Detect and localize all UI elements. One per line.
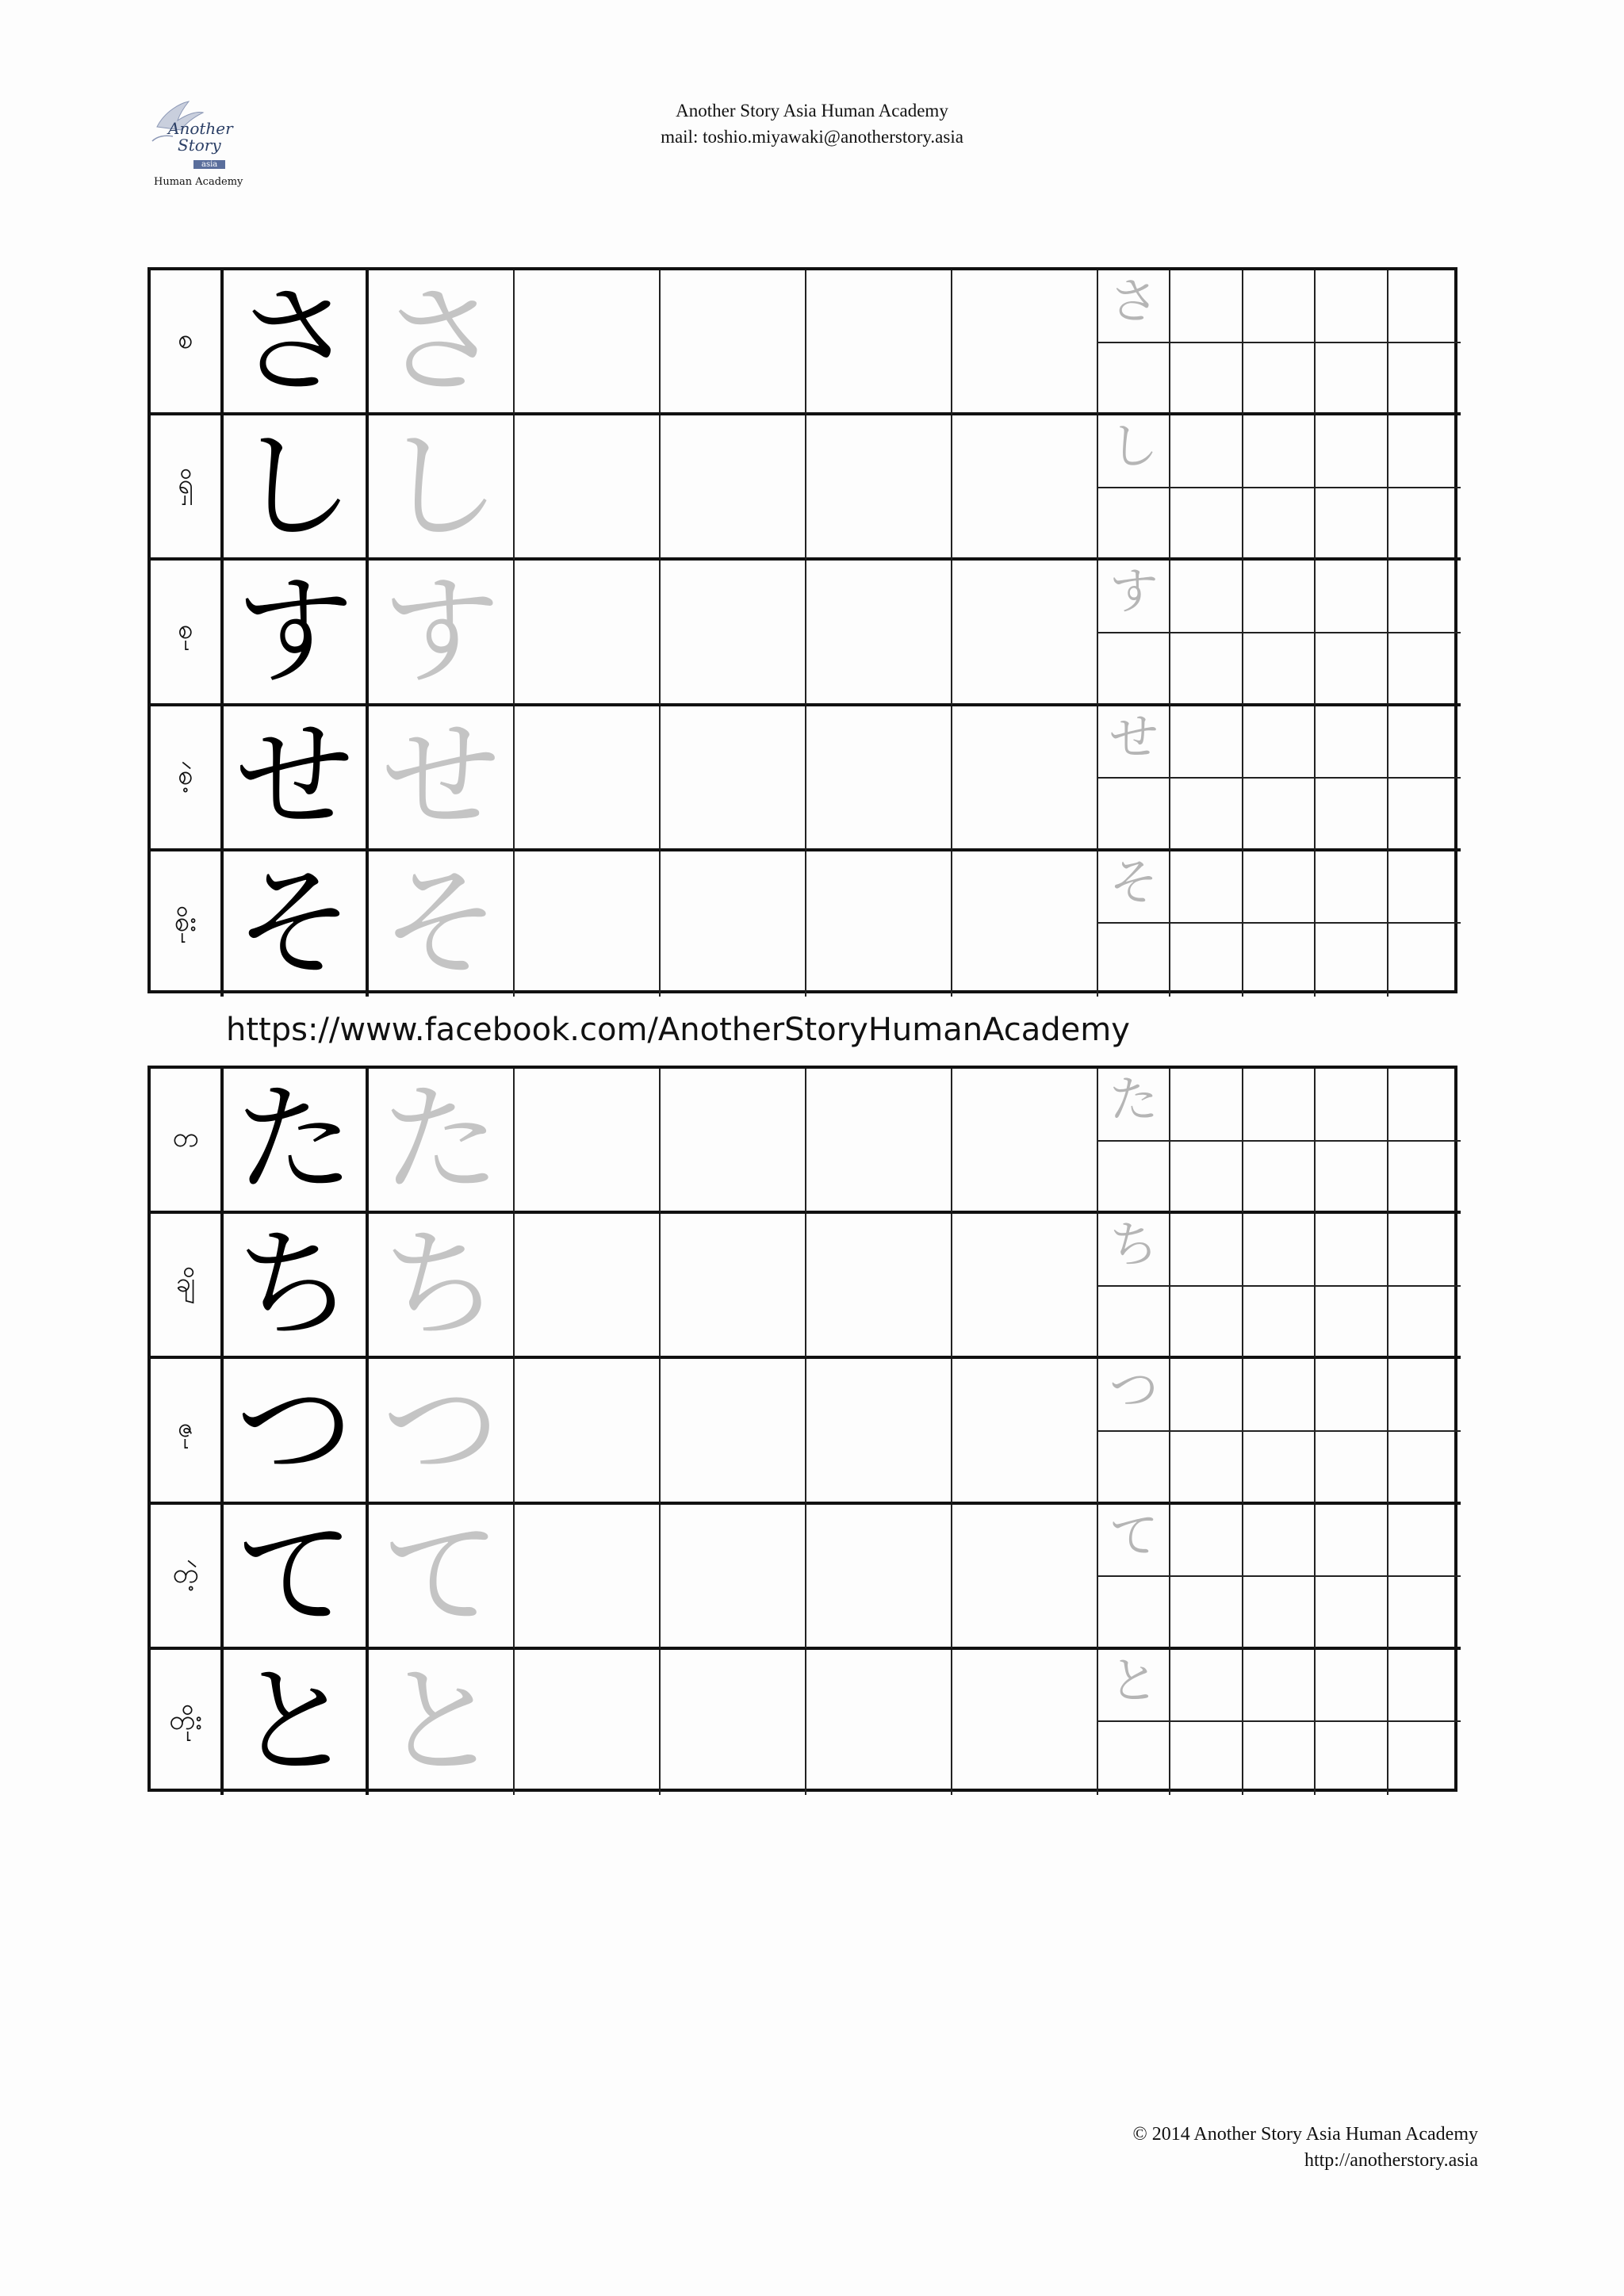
practice-box[interactable]: [952, 1505, 1098, 1650]
practice-box[interactable]: [952, 851, 1098, 997]
kana-trace: す: [369, 561, 515, 706]
small-practice-box[interactable]: [1388, 1505, 1461, 1578]
small-practice-box[interactable]: [1243, 1214, 1316, 1287]
small-practice-box[interactable]: [1316, 1577, 1388, 1650]
small-practice-box[interactable]: [1243, 561, 1316, 633]
kana-small-trace: た: [1098, 1069, 1170, 1142]
consonant-label: စု: [151, 561, 224, 706]
kana-model: ち: [224, 1214, 369, 1359]
practice-box[interactable]: [661, 706, 806, 851]
small-practice-box[interactable]: [1316, 924, 1388, 997]
small-practice-box[interactable]: [1243, 1287, 1316, 1360]
practice-box[interactable]: [661, 1214, 806, 1359]
practice-box[interactable]: [661, 851, 806, 997]
small-practice-box[interactable]: [1170, 270, 1243, 343]
small-practice-box[interactable]: [1388, 1287, 1461, 1360]
consonant-label: စဲ့: [151, 706, 224, 851]
contact-mail: mail: toshio.miyawaki@anotherstory.asia: [661, 127, 963, 147]
small-practice-box[interactable]: [1098, 1577, 1170, 1650]
small-practice-box[interactable]: [1243, 343, 1316, 416]
small-practice-box[interactable]: [1170, 851, 1243, 924]
consonant-label: တဲ့: [151, 1505, 224, 1650]
practice-box[interactable]: [661, 561, 806, 706]
small-practice-box[interactable]: [1243, 779, 1316, 851]
kana-small-trace: せ: [1098, 706, 1170, 779]
practice-box[interactable]: [515, 1214, 661, 1359]
practice-box[interactable]: [515, 561, 661, 706]
small-practice-box[interactable]: [1098, 488, 1170, 561]
small-practice-box[interactable]: [1316, 633, 1388, 706]
small-practice-box[interactable]: [1388, 343, 1461, 416]
kana-trace: て: [369, 1505, 515, 1650]
small-practice-box[interactable]: [1170, 633, 1243, 706]
small-practice-box[interactable]: [1243, 633, 1316, 706]
practice-box[interactable]: [515, 415, 661, 561]
small-practice-box[interactable]: [1243, 851, 1316, 924]
kana-model: せ: [224, 706, 369, 851]
practice-grid-sa-row: [147, 267, 1457, 993]
small-practice-box[interactable]: [1170, 924, 1243, 997]
small-practice-box[interactable]: [1243, 1650, 1316, 1723]
small-practice-box[interactable]: [1388, 1069, 1461, 1142]
practice-box[interactable]: [661, 415, 806, 561]
consonant-label: ရှိ: [151, 415, 224, 561]
practice-box[interactable]: [661, 1359, 806, 1504]
practice-box[interactable]: [952, 270, 1098, 415]
small-practice-box[interactable]: [1316, 415, 1388, 488]
practice-box[interactable]: [806, 1505, 952, 1650]
small-practice-box[interactable]: [1316, 561, 1388, 633]
small-practice-box[interactable]: [1098, 1142, 1170, 1215]
small-practice-box[interactable]: [1388, 1650, 1461, 1723]
small-practice-box[interactable]: [1316, 1432, 1388, 1505]
small-practice-box[interactable]: [1243, 1359, 1316, 1432]
practice-box[interactable]: [806, 415, 952, 561]
consonant-label: စ: [151, 270, 224, 415]
kana-trace: た: [369, 1069, 515, 1214]
small-practice-box[interactable]: [1388, 851, 1461, 924]
kana-trace: と: [369, 1650, 515, 1795]
small-practice-box[interactable]: [1243, 270, 1316, 343]
small-practice-box[interactable]: [1388, 924, 1461, 997]
small-practice-box[interactable]: [1243, 1432, 1316, 1505]
practice-grid-ta-row: [147, 1066, 1457, 1792]
practice-box[interactable]: [806, 1069, 952, 1214]
practice-box[interactable]: [952, 561, 1098, 706]
small-practice-box[interactable]: [1316, 1359, 1388, 1432]
practice-box[interactable]: [952, 1359, 1098, 1504]
small-practice-box[interactable]: [1170, 1214, 1243, 1287]
small-practice-box[interactable]: [1098, 924, 1170, 997]
practice-box[interactable]: [515, 1650, 661, 1795]
kana-small-trace: つ: [1098, 1359, 1170, 1432]
small-practice-box[interactable]: [1388, 1142, 1461, 1215]
small-practice-box[interactable]: [1243, 706, 1316, 779]
logo-line2: Story: [178, 136, 221, 155]
practice-box[interactable]: [952, 415, 1098, 561]
kana-trace: し: [369, 415, 515, 561]
small-practice-box[interactable]: [1243, 1142, 1316, 1215]
small-practice-box[interactable]: [1388, 706, 1461, 779]
small-practice-box[interactable]: [1316, 1069, 1388, 1142]
practice-box[interactable]: [806, 561, 952, 706]
kana-model: て: [224, 1505, 369, 1650]
consonant-label: တိုး: [151, 1650, 224, 1795]
small-practice-box[interactable]: [1098, 779, 1170, 851]
kana-small-trace: し: [1098, 415, 1170, 488]
practice-box[interactable]: [952, 1069, 1098, 1214]
small-practice-box[interactable]: [1316, 1287, 1388, 1360]
small-practice-box[interactable]: [1243, 1577, 1316, 1650]
small-practice-box[interactable]: [1243, 1722, 1316, 1795]
small-practice-box[interactable]: [1388, 633, 1461, 706]
kana-model: さ: [224, 270, 369, 415]
kana-trace: ち: [369, 1214, 515, 1359]
small-practice-box[interactable]: [1098, 1722, 1170, 1795]
practice-box[interactable]: [515, 1069, 661, 1214]
consonant-label: ဇု: [151, 1359, 224, 1504]
small-practice-box[interactable]: [1243, 1505, 1316, 1578]
small-practice-box[interactable]: [1316, 706, 1388, 779]
practice-box[interactable]: [952, 706, 1098, 851]
practice-box[interactable]: [806, 270, 952, 415]
small-practice-box[interactable]: [1098, 1432, 1170, 1505]
practice-box[interactable]: [806, 706, 952, 851]
consonant-label: တ: [151, 1069, 224, 1214]
small-practice-box[interactable]: [1316, 851, 1388, 924]
kana-model: た: [224, 1069, 369, 1214]
small-practice-box[interactable]: [1388, 415, 1461, 488]
practice-box[interactable]: [515, 1359, 661, 1504]
kana-small-trace: て: [1098, 1505, 1170, 1578]
small-practice-box[interactable]: [1316, 343, 1388, 416]
small-practice-box[interactable]: [1170, 343, 1243, 416]
kana-model: つ: [224, 1359, 369, 1504]
small-practice-box[interactable]: [1388, 561, 1461, 633]
small-practice-box[interactable]: [1243, 924, 1316, 997]
small-practice-box[interactable]: [1170, 415, 1243, 488]
small-practice-box[interactable]: [1388, 1214, 1461, 1287]
practice-box[interactable]: [661, 1650, 806, 1795]
practice-box[interactable]: [806, 851, 952, 997]
kana-trace: そ: [369, 851, 515, 997]
small-practice-box[interactable]: [1170, 1142, 1243, 1215]
academy-title: Another Story Asia Human Academy: [676, 101, 948, 121]
small-practice-box[interactable]: [1170, 561, 1243, 633]
practice-box[interactable]: [515, 706, 661, 851]
kana-trace: せ: [369, 706, 515, 851]
kana-trace: さ: [369, 270, 515, 415]
small-practice-box[interactable]: [1243, 488, 1316, 561]
practice-box[interactable]: [952, 1214, 1098, 1359]
copyright: © 2014 Another Story Asia Human Academy: [1132, 2124, 1478, 2145]
small-practice-box[interactable]: [1388, 488, 1461, 561]
consonant-label: ချိ: [151, 1214, 224, 1359]
consonant-label: စိုး: [151, 851, 224, 997]
kana-small-trace: さ: [1098, 270, 1170, 343]
small-practice-box[interactable]: [1388, 1432, 1461, 1505]
small-practice-box[interactable]: [1170, 706, 1243, 779]
practice-box[interactable]: [806, 1214, 952, 1359]
logo-line1: Another: [168, 119, 233, 138]
logo-badge: asia: [193, 160, 225, 169]
small-practice-box[interactable]: [1098, 633, 1170, 706]
small-practice-box[interactable]: [1388, 779, 1461, 851]
small-practice-box[interactable]: [1316, 1722, 1388, 1795]
small-practice-box[interactable]: [1388, 1722, 1461, 1795]
practice-box[interactable]: [515, 1505, 661, 1650]
kana-model: す: [224, 561, 369, 706]
small-practice-box[interactable]: [1316, 270, 1388, 343]
kana-small-trace: す: [1098, 561, 1170, 633]
small-practice-box[interactable]: [1316, 779, 1388, 851]
small-practice-box[interactable]: [1170, 488, 1243, 561]
kana-small-trace: ち: [1098, 1214, 1170, 1287]
small-practice-box[interactable]: [1170, 1722, 1243, 1795]
practice-box[interactable]: [661, 1069, 806, 1214]
small-practice-box[interactable]: [1170, 779, 1243, 851]
small-practice-box[interactable]: [1316, 1142, 1388, 1215]
small-practice-box[interactable]: [1170, 1505, 1243, 1578]
kana-small-trace: そ: [1098, 851, 1170, 924]
facebook-link[interactable]: https://www.facebook.com/AnotherStoryHumanAcademy: [226, 1012, 1130, 1048]
kana-trace: つ: [369, 1359, 515, 1504]
small-practice-box[interactable]: [1098, 343, 1170, 416]
small-practice-box[interactable]: [1388, 1577, 1461, 1650]
practice-box[interactable]: [661, 270, 806, 415]
small-practice-box[interactable]: [1243, 1069, 1316, 1142]
small-practice-box[interactable]: [1170, 1432, 1243, 1505]
footer-url[interactable]: http://anotherstory.asia: [1304, 2150, 1478, 2171]
kana-model: と: [224, 1650, 369, 1795]
small-practice-box[interactable]: [1388, 270, 1461, 343]
logo-subtitle: Human Academy: [154, 176, 243, 188]
practice-box[interactable]: [515, 851, 661, 997]
practice-box[interactable]: [806, 1650, 952, 1795]
page-header: [0, 98, 1624, 150]
small-practice-box[interactable]: [1316, 1650, 1388, 1723]
small-practice-box[interactable]: [1316, 488, 1388, 561]
small-practice-box[interactable]: [1316, 1505, 1388, 1578]
small-practice-box[interactable]: [1098, 1287, 1170, 1360]
practice-box[interactable]: [661, 1505, 806, 1650]
practice-box[interactable]: [806, 1359, 952, 1504]
small-practice-box[interactable]: [1170, 1577, 1243, 1650]
kana-model: そ: [224, 851, 369, 997]
page-footer: [1132, 2122, 1478, 2174]
small-practice-box[interactable]: [1170, 1069, 1243, 1142]
small-practice-box[interactable]: [1243, 415, 1316, 488]
small-practice-box[interactable]: [1170, 1359, 1243, 1432]
practice-box[interactable]: [952, 1650, 1098, 1795]
practice-box[interactable]: [515, 270, 661, 415]
small-practice-box[interactable]: [1316, 1214, 1388, 1287]
small-practice-box[interactable]: [1170, 1287, 1243, 1360]
kana-model: し: [224, 415, 369, 561]
small-practice-box[interactable]: [1388, 1359, 1461, 1432]
small-practice-box[interactable]: [1170, 1650, 1243, 1723]
kana-small-trace: と: [1098, 1650, 1170, 1723]
